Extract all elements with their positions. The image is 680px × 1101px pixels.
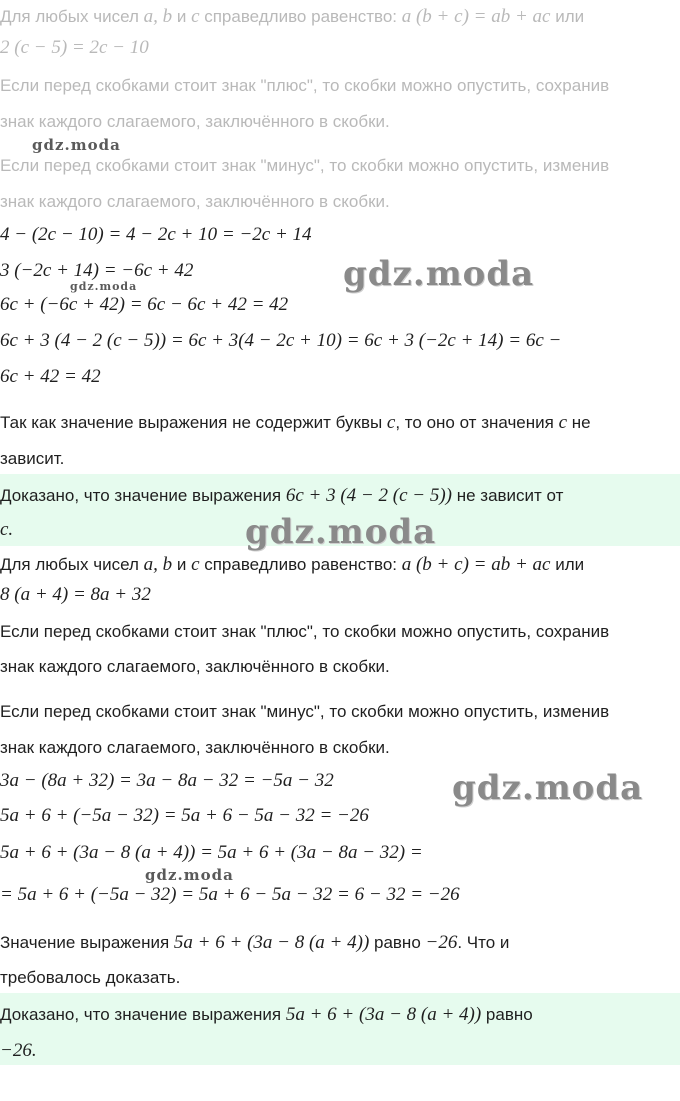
example-formula-2: 8 (a + 4) = 8a + 32 (0, 584, 151, 605)
conclusion-2-line-1: Значение выражения 5a + 6 + (3a − 8 (a + 4)) равно −26. Что и (0, 932, 510, 953)
proved-2-line-1: Доказано, что значение выражения 5a + 6 + (3a − 8 (a + 4)) равно (0, 1004, 533, 1025)
rule-line-2: Для любых чисел a, b и c справедливо равенство: a (b + c) = ab + ac или (0, 554, 585, 575)
watermark-logo: gdz.moda (32, 136, 121, 154)
minus-rule-2-line-2: знак каждого слагаемого, заключённого в скобки. (0, 738, 390, 757)
step-1: 4 − (2c − 10) = 4 − 2c + 10 = −2c + 14 (0, 224, 312, 245)
step-3: 6c + (−6c + 42) = 6c − 6c + 42 = 42 (0, 294, 289, 315)
plus-rule-line-2: знак каждого слагаемого, заключённого в скобки. (0, 112, 390, 131)
step-2: 3 (−2c + 14) = −6c + 42 (0, 260, 194, 281)
watermark-logo: gdz.moda (343, 254, 535, 294)
watermark-logo: gdz.moda (70, 280, 138, 293)
conclusion-2-line-2: требовалось доказать. (0, 968, 181, 987)
proved-line-1: Доказано, что значение выражения 6c + 3 (4 − 2 (c − 5)) не зависит от (0, 485, 564, 506)
step-4: 6c + 3 (4 − 2 (c − 5)) = 6c + 3(4 − 2c + 10) = 6c + 3 (−2c + 14) = 6c − (0, 330, 562, 351)
plus-rule-line-1: Если перед скобками стоит знак "плюс", то скобки можно опустить, сохранив (0, 76, 610, 95)
step2-2: 5a + 6 + (−5a − 32) = 5a + 6 − 5a − 32 = −26 (0, 805, 369, 826)
watermark-logo: gdz.moda (145, 866, 234, 884)
proved-2-line-2: −26. (0, 1040, 37, 1061)
step2-4: = 5a + 6 + (−5a − 32) = 5a + 6 − 5a − 32 = 6 − 32 = −26 (0, 884, 460, 905)
minus-rule-line-1: Если перед скобками стоит знак "минус", то скобки можно опустить, изменив (0, 156, 610, 175)
proved-line-2: c. (0, 519, 14, 540)
plus-rule-2-line-1: Если перед скобками стоит знак "плюс", то скобки можно опустить, сохранив (0, 622, 610, 641)
conclusion-line-1: Так как значение выражения не содержит буквы c, то оно от значения c не (0, 412, 591, 433)
example-formula: 2 (c − 5) = 2c − 10 (0, 37, 149, 58)
plus-rule-2-line-2: знак каждого слагаемого, заключённого в скобки. (0, 657, 390, 676)
step2-3: 5a + 6 + (3a − 8 (a + 4)) = 5a + 6 + (3a − 8a − 32) = (0, 842, 423, 863)
step-5: 6c + 42 = 42 (0, 366, 101, 387)
rule-line-1: Для любых чисел a, b и c справедливо равенство: a (b + c) = ab + ac или (0, 6, 585, 27)
minus-rule-2-line-1: Если перед скобками стоит знак "минус", то скобки можно опустить, изменив (0, 702, 610, 721)
conclusion-line-2: зависит. (0, 449, 65, 468)
minus-rule-line-2: знак каждого слагаемого, заключённого в скобки. (0, 192, 390, 211)
watermark-logo: gdz.moda (245, 512, 437, 552)
watermark-logo: gdz.moda (452, 768, 644, 808)
step2-1: 3a − (8a + 32) = 3a − 8a − 32 = −5a − 32 (0, 770, 334, 791)
